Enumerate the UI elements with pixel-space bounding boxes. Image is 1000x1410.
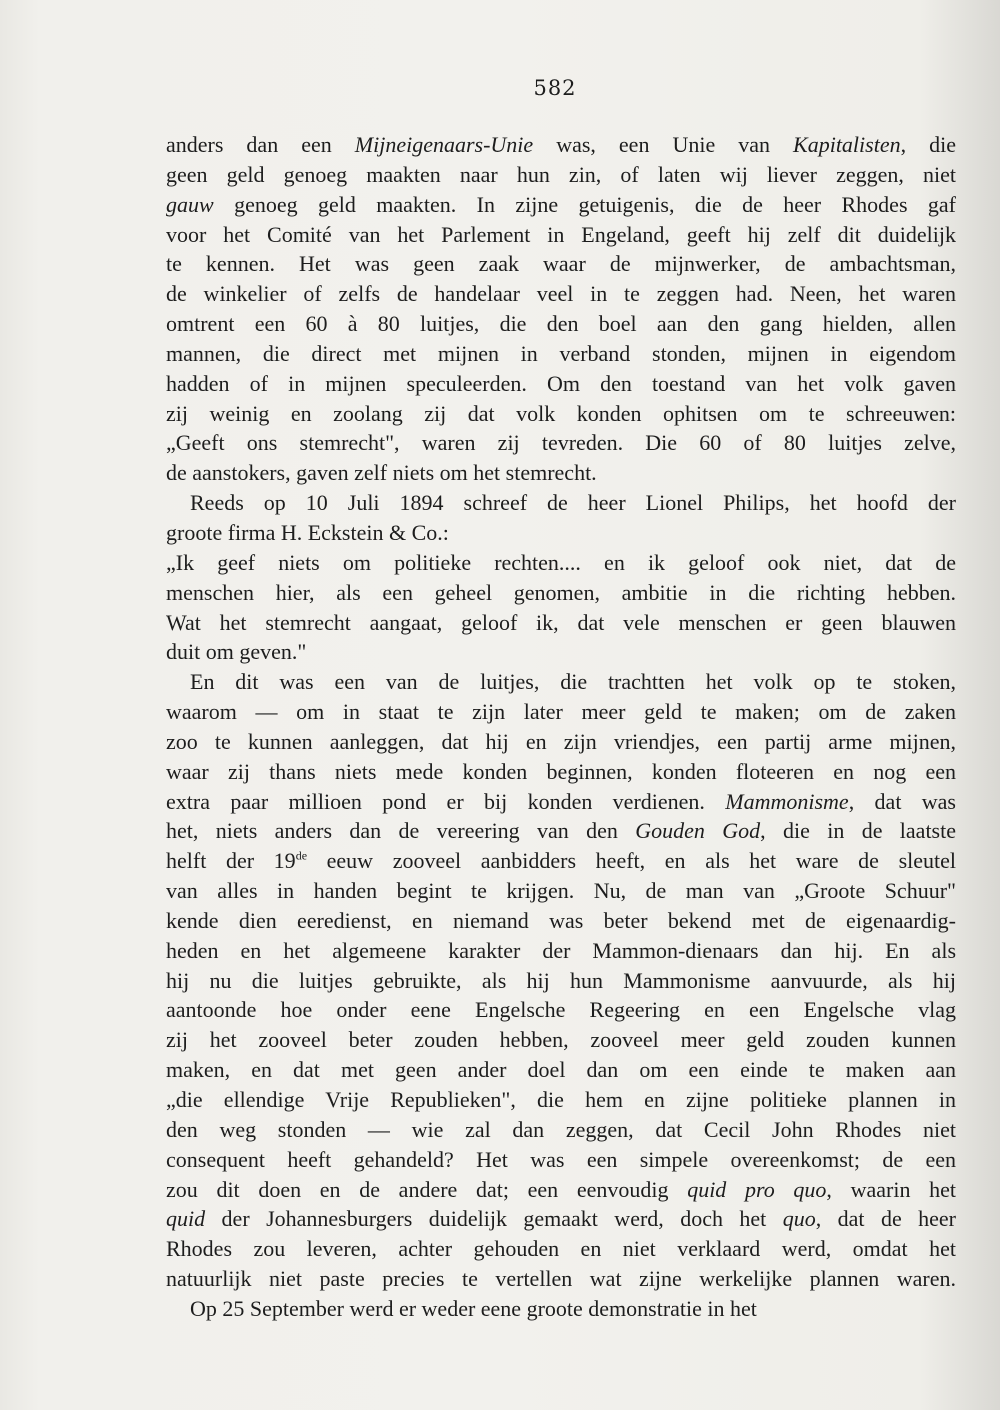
text-line: zij het zooveel beter zouden hebben, zooveel meer geld zouden kunnen xyxy=(166,1027,956,1053)
text-line: groote firma H. Eckstein & Co.: xyxy=(166,519,449,545)
text-line: te kennen. Het was geen zaak waar de mijnwerker, de ambachtsman, xyxy=(166,251,956,277)
text-line: de aanstokers, gaven zelf niets om het stemrecht. xyxy=(166,460,597,486)
text-line: van alles in handen begint te krijgen. Nu, de man van „Groote Schuur" xyxy=(166,878,956,904)
text-line: natuurlijk niet paste precies te vertellen wat zijne werkelijke plannen waren. xyxy=(166,1266,956,1292)
italic-emphasis: Mammonisme xyxy=(725,788,849,814)
text-line: zoo te kunnen aanleggen, dat hij en zijn vriendjes, een partij arme mijnen, xyxy=(166,728,956,754)
text-line: Reeds op 10 Juli 1894 schreef de heer Lionel Philips, het hoofd der xyxy=(190,490,956,516)
italic-emphasis: gauw xyxy=(166,191,214,217)
text-line: helft der 19de eeuw zooveel aanbidders heeft, en als het ware de sleutel xyxy=(166,848,956,874)
text-line: „Geeft ons stemrecht", waren zij tevreden. Die 60 of 80 luitjes zelve, xyxy=(166,430,956,456)
text-line: de winkelier of zelfs de handelaar veel in te zeggen had. Neen, het waren xyxy=(166,281,956,307)
text-line: Wat het stemrecht aangaat, geloof ik, dat vele menschen er geen blauwen xyxy=(166,609,956,635)
text-line: hij nu die luitjes gebruikte, als hij hun Mammonisme aanvuurde, als hij xyxy=(166,967,956,993)
text-line: consequent heeft gehandeld? Het was een simpele overeenkomst; de een xyxy=(166,1146,956,1172)
text-line: aantoonde hoe onder eene Engelsche Regeering en een Engelsche vlag xyxy=(166,997,956,1023)
italic-emphasis: Kapitalisten xyxy=(793,132,901,157)
italic-emphasis: quo xyxy=(782,1206,816,1232)
text-line: menschen hier, als een geheel genomen, ambitie in die richting hebben. xyxy=(166,579,956,605)
text-line: extra paar millioen pond er bij konden verdienen. Mammonisme, dat was xyxy=(166,788,956,814)
italic-emphasis: quid pro quo xyxy=(687,1176,827,1202)
text-line: maken, en dat met geen ander doel dan om een einde te maken aan xyxy=(166,1057,956,1083)
italic-emphasis: quid xyxy=(166,1206,206,1232)
text-line: Op 25 September werd er weder eene groote demonstratie in het xyxy=(190,1295,757,1321)
text-line: duit om geven." xyxy=(166,639,307,665)
italic-emphasis: Gouden God xyxy=(635,818,761,844)
text-line: „Ik geef niets om politieke rechten.... en ik geloof ook niet, dat de xyxy=(166,549,956,575)
text-line: anders dan een Mijneigenaars-Unie was, een Unie van Kapitalisten, die xyxy=(166,132,956,157)
text-line: kende dien eeredienst, en niemand was beter bekend met de eigenaardig- xyxy=(166,907,956,933)
text-line: voor het Comité van het Parlement in Engeland, geeft hij zelf dit duidelijk xyxy=(166,221,956,247)
text-line: mannen, die direct met mijnen in verband stonden, mijnen in eigendom xyxy=(166,340,956,366)
text-line: gauw genoeg geld maakten. In zijne getuigenis, die de heer Rhodes gaf xyxy=(166,191,956,217)
text-line: waar zij thans niets mede konden beginnen, konden floteeren en nog een xyxy=(166,758,956,784)
text-line: quid der Johannesburgers duidelijk gemaakt werd, doch het quo, dat de heer xyxy=(166,1206,956,1232)
text-line: zou dit doen en de andere dat; een eenvoudig quid pro quo, waarin het xyxy=(166,1176,956,1202)
text-line: den weg stonden — wie zal dan zeggen, dat Cecil John Rhodes niet xyxy=(166,1116,956,1142)
text-line: hadden of in mijnen speculeerden. Om den toestand van het volk gaven xyxy=(166,370,956,396)
text-line: zij weinig en zoolang zij dat volk konden ophitsen om te schreeuwen: xyxy=(166,400,956,426)
body-text xyxy=(166,130,956,1324)
text-line: geen geld genoeg maakten naar hun zin, of laten wij liever zeggen, niet xyxy=(166,161,956,187)
text-line: En dit was een van de luitjes, die trachtten het volk op te stoken, xyxy=(190,669,956,695)
ordinal-superscript: de xyxy=(295,848,308,863)
text-line: „die ellendige Vrije Republieken", die hem en zijne politieke plannen in xyxy=(166,1087,956,1112)
italic-emphasis: Mijneigenaars-Unie xyxy=(354,132,534,157)
text-line: waarom — om in staat te zijn later meer geld te maken; om de zaken xyxy=(166,699,956,725)
text-line: omtrent een 60 à 80 luitjes, die den boel aan den gang hielden, allen xyxy=(166,311,956,337)
page-number: 582 xyxy=(533,76,577,100)
text-line: heden en het algemeene karakter der Mammon-dienaars dan hij. En als xyxy=(166,937,956,963)
text-line: Rhodes zou leveren, achter gehouden en niet verklaard werd, omdat het xyxy=(166,1236,956,1262)
text-line: het, niets anders dan de vereering van den Gouden God, die in de laatste xyxy=(166,818,956,844)
